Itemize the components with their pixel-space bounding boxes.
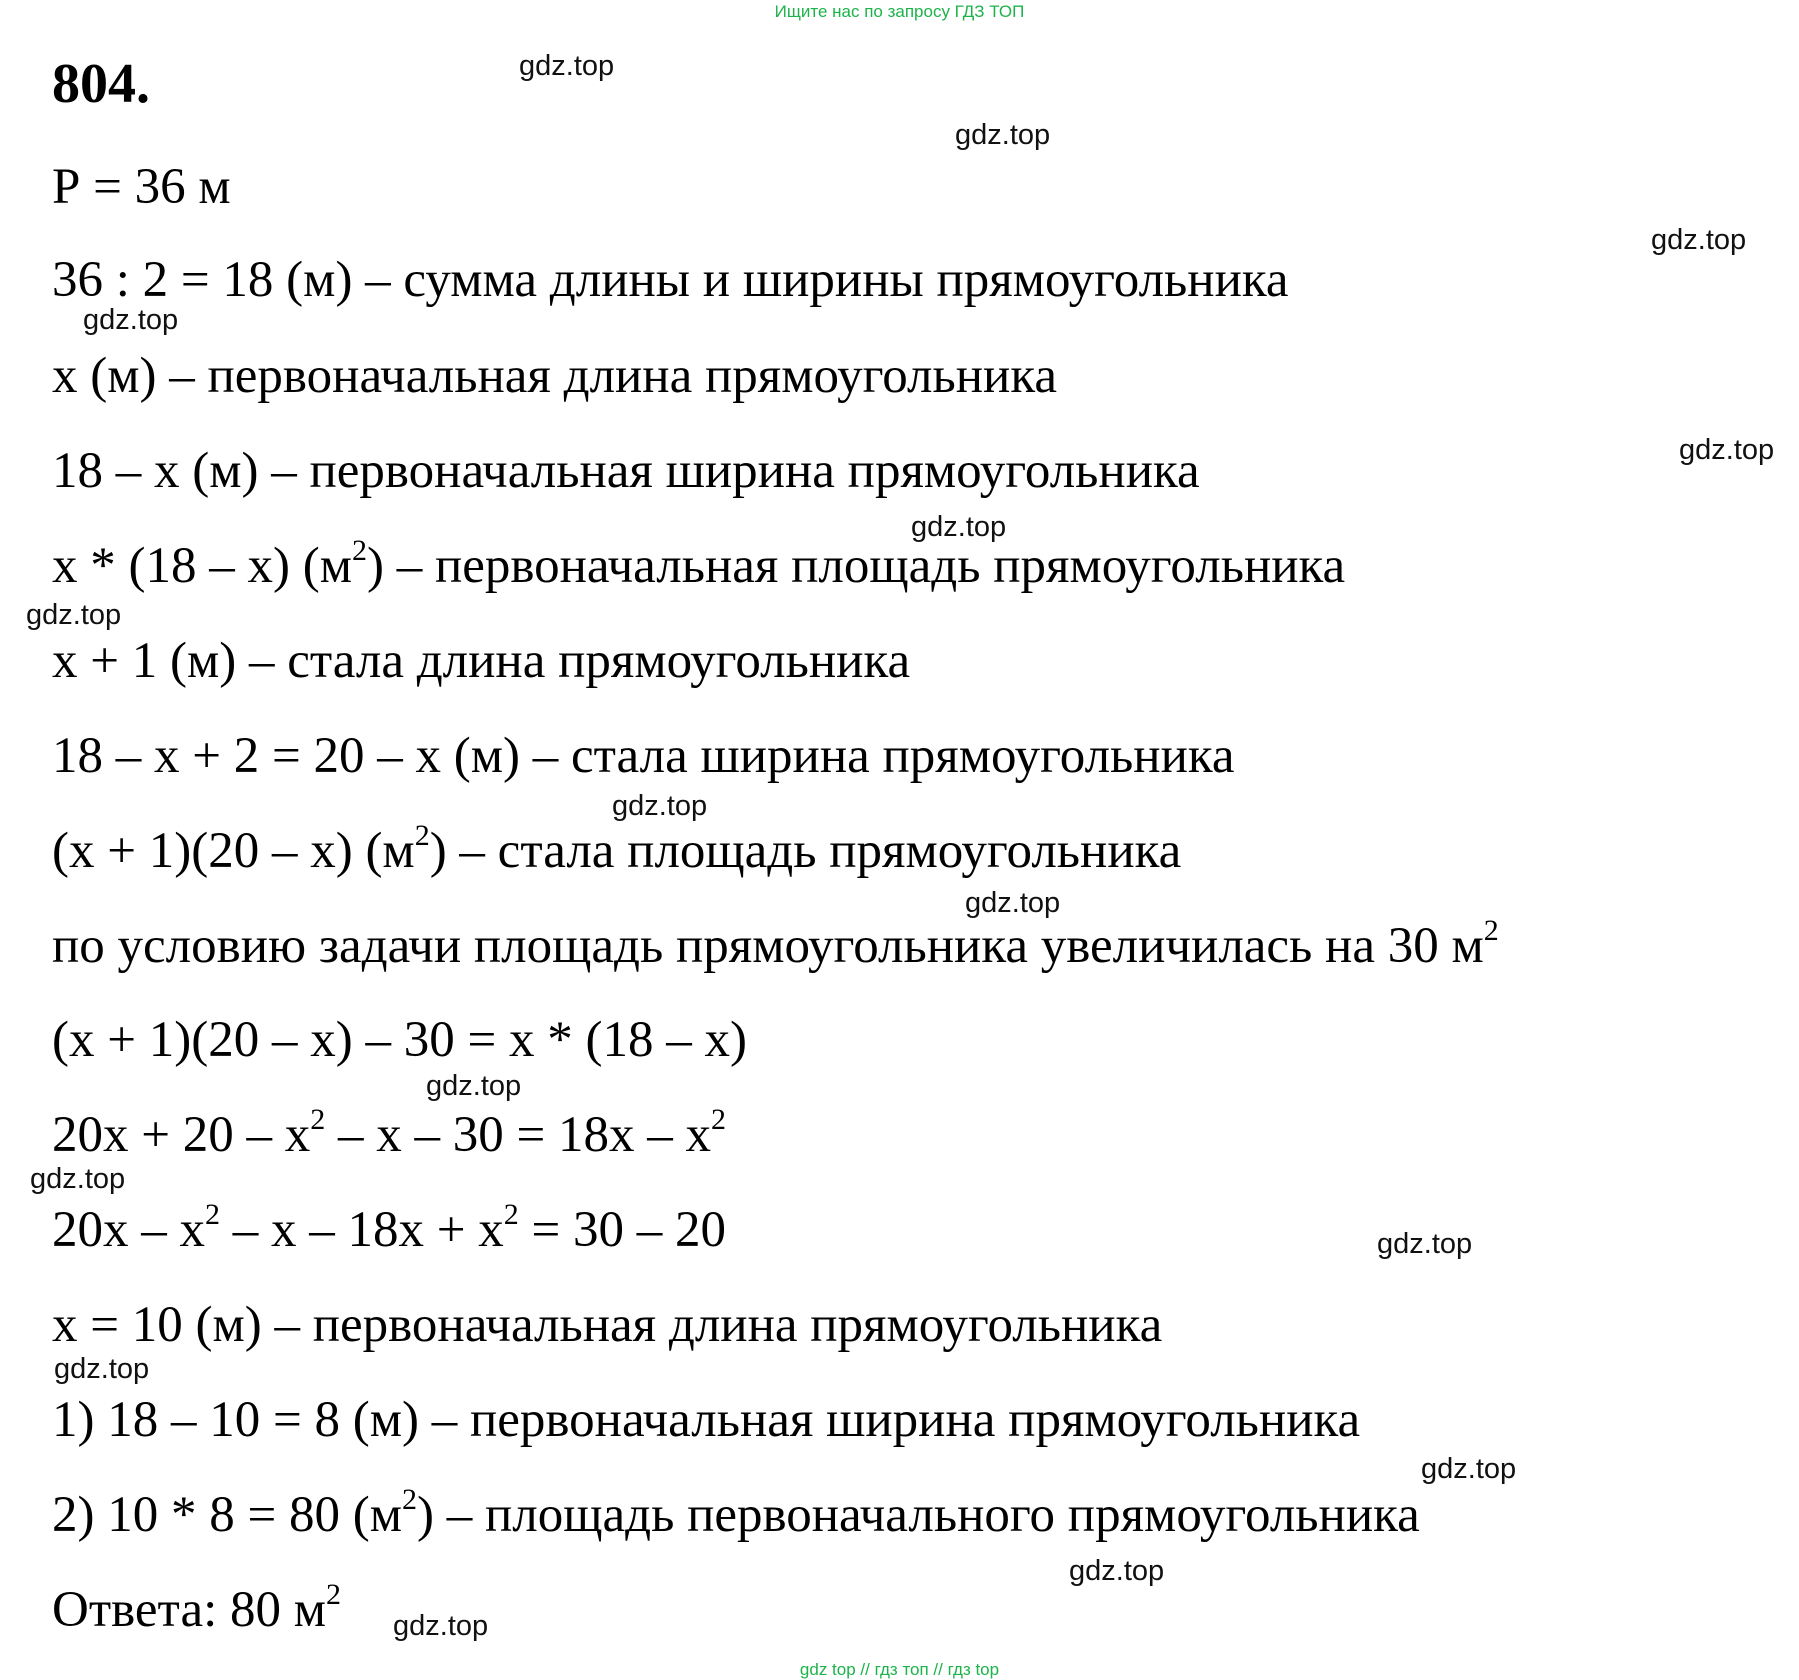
watermark: gdz.top bbox=[911, 511, 1007, 543]
solution-line: x (м) – первоначальная длина прямоугольника bbox=[52, 348, 1057, 404]
solution-line: 2) 10 * 8 = 80 $(м^2)$ – площадь первоначального прямоугольника bbox=[52, 1483, 1420, 1543]
watermark: gdz.top bbox=[519, 50, 615, 82]
watermark: gdz.top bbox=[955, 119, 1051, 151]
watermark: gdz.top bbox=[1069, 1555, 1165, 1587]
footer-links[interactable]: gdz top // гдз топ // гдз top bbox=[799, 1660, 1000, 1679]
watermark: gdz.top bbox=[393, 1610, 489, 1642]
watermark: gdz.top bbox=[54, 1353, 150, 1385]
watermark: gdz.top bbox=[1377, 1228, 1473, 1260]
problem-number: 804. bbox=[52, 53, 150, 115]
watermark: gdz.top bbox=[1421, 1453, 1517, 1485]
equation-line: (x + 1)(20 – x) – 30 = x * (18 – x) bbox=[52, 1012, 747, 1068]
watermark: gdz.top bbox=[426, 1070, 522, 1102]
watermark: gdz.top bbox=[1651, 224, 1747, 256]
solution-line: x + 1 (м) – стала длина прямоугольника bbox=[52, 633, 911, 689]
solution-line: по условию задачи площадь прямоугольника увеличилась на 30 $м^2$ bbox=[52, 914, 1499, 974]
solution-line: 18 – x (м) – первоначальная ширина прямоугольника bbox=[52, 443, 1200, 499]
solution-line: x = 10 (м) – первоначальная длина прямоугольника bbox=[52, 1297, 1163, 1353]
top-banner[interactable]: Ищите нас по запросу ГДЗ ТОП bbox=[774, 2, 1025, 21]
watermark: gdz.top bbox=[612, 790, 708, 822]
watermark: gdz.top bbox=[1679, 434, 1775, 466]
equation-line: $20x - x^2 - x - 18x + x^2 = 30 - 20$ bbox=[52, 1198, 727, 1258]
watermark: gdz.top bbox=[26, 599, 122, 631]
watermark: gdz.top bbox=[965, 887, 1061, 919]
solution-line: Р = 36 м bbox=[52, 159, 231, 215]
solution-line: (x + 1)(20 – x) $(м^2)$ – стала площадь прямоугольника bbox=[52, 819, 1182, 879]
solution-line: 36 : 2 = 18 (м) – сумма длины и ширины прямоугольника bbox=[52, 252, 1289, 308]
equation-line: $20x + 20 - x^2 - x - 30 = 18x - x^2$ bbox=[52, 1103, 727, 1163]
watermark: gdz.top bbox=[30, 1163, 126, 1195]
watermark: gdz.top bbox=[83, 304, 179, 336]
solution-line: 18 – x + 2 = 20 – x (м) – стала ширина прямоугольника bbox=[52, 728, 1235, 784]
answer-line: Ответа: 80 $м^2$ bbox=[52, 1578, 342, 1638]
solution-line: 1) 18 – 10 = 8 (м) – первоначальная ширина прямоугольника bbox=[52, 1392, 1361, 1448]
solution-line: x * (18 – x) $(м^2)$ – первоначальная площадь прямоугольника bbox=[52, 534, 1346, 594]
